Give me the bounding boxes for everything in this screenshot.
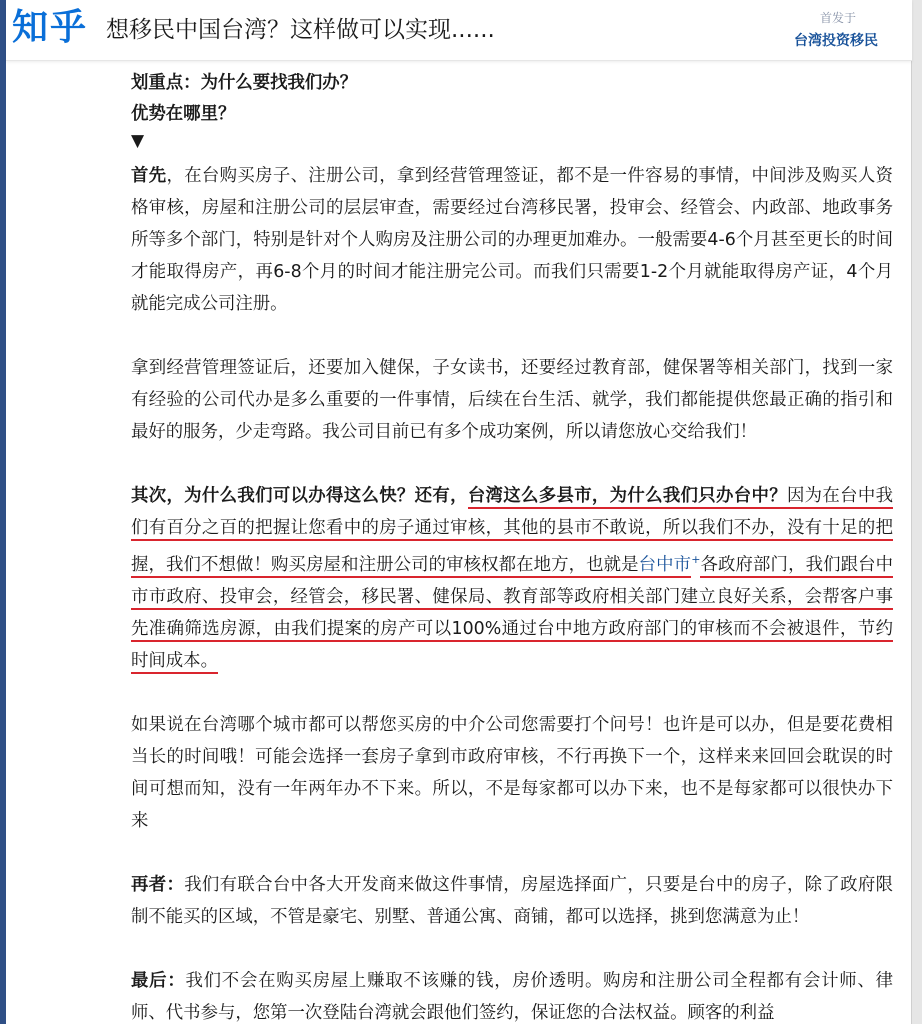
heading-line-2: 优势在哪里？ [131,104,236,124]
column-link[interactable]: 台湾投资移民 [794,33,878,49]
paragraph-third-lead: 再者： [131,874,185,895]
paragraph-second-underlined-1: 因为在台中我们有百分之百的把握让您看中的房子通过审核，其他的县市不敢说，所以我们不办， [131,486,893,541]
paragraph-first-body: ，在台购买房子、注册公司，拿到经营管理签证，都不是一件容易的事情，中间涉及购买人资格审核，房屋和注册公司的层层审查，需要经过台湾移民署，投审会、经管会、内政部、地政事务所等多个部门，特别是针对个人购房及注册公司的办理更加难办。一般需要4-6个月甚至更长的时间才能取得房产，再6-8个月的时间才能注册完公司。而我们只需要1-2个月就能取得房产证，4个月就能完成公司注册。 [131,166,893,314]
heading-line-1: 划重点：为什么要找我们办？ [131,73,358,93]
paragraph-third-body: 我们有联合台中各大开发商来做这件事情，房屋选择面广，只要是台中的房子，除了政府限制不能买的区域，不管是豪宅、别墅、普通公寓、商铺，都可以选择，挑到您满意为止！ [131,874,893,927]
link-plus-icon[interactable]: + [691,553,701,566]
paragraph-last-lead: 最后： [131,970,186,991]
top-header-bar [6,0,912,61]
first-published-label: 首发于 [819,11,856,25]
left-window-edge [0,0,6,1024]
paragraph-second-underlined-3: 各政府部门，我们跟台中市市政府、投审会，经管会，移民署、健保局、教育部等政府相关部门建立良好关系，会帮客户事先准确筛选房源，由我们提案的房产可以100%通过台中地方政府部门的审核而不会被退件，节约时间成本。 [131,555,893,674]
taichung-link[interactable]: 台中市 [639,555,692,578]
paragraph-last [131,965,893,1029]
zhihu-logo[interactable]: 知乎 [12,7,89,48]
paragraph-last-body: 我们不会在购买房屋上赚取不该赚的钱，房价透明。购房和注册公司全程都有会计师、律师、代书参与，您第一次登陆台湾就会跟他们签约，保证您的合法权益。顾客的利益 [131,970,893,1023]
paragraph-visa: 拿到经营管理签证后，还要加入健保，子女读书，还要经过教育部，健保署等相关部门，找到一家有经验的公司代办是多么重要的一件事情，后续在台生活、就学，我们都能提供您最正确的指引和最好的服务，少走弯路。我公司目前已有多个成功案例，所以请您放心交给我们！ [131,358,893,442]
right-scrollbar-track[interactable] [911,0,922,1024]
article-title: 想移民中国台湾？这样做可以实现...... [106,17,495,43]
paragraph-agency: 如果说在台湾哪个城市都可以帮您买房的中介公司您需要打个问号！也许是可以办，但是要花费相当长的时间哦！可能会选择一套房子拿到市政府审核，不行再换下一个，这样来来回回会耽误的时间可想而知，没有一年两年办不下来。所以，不是每家都可以办下来，也不是每家都可以很快办下来 [131,714,893,831]
paragraph-second-lead: 其次，为什么我们可以办得这么快？还有， [131,486,468,506]
paragraph-first [131,160,893,320]
paragraph-second [131,480,893,677]
paragraph-third [131,869,893,933]
article-body [131,68,893,1029]
section-heading [131,68,893,130]
down-arrow-icon: ▼ [131,131,145,151]
paragraph-second-underlined-2: 没有十足的把握，我们不想做！购买房屋和注册公司的审核权都在地方，也就是 [131,518,893,578]
paragraph-first-lead: 首先 [131,166,167,186]
paragraph-second-lead-underlined: 台湾这么多县市，为什么我们只办台中？ [468,486,787,509]
